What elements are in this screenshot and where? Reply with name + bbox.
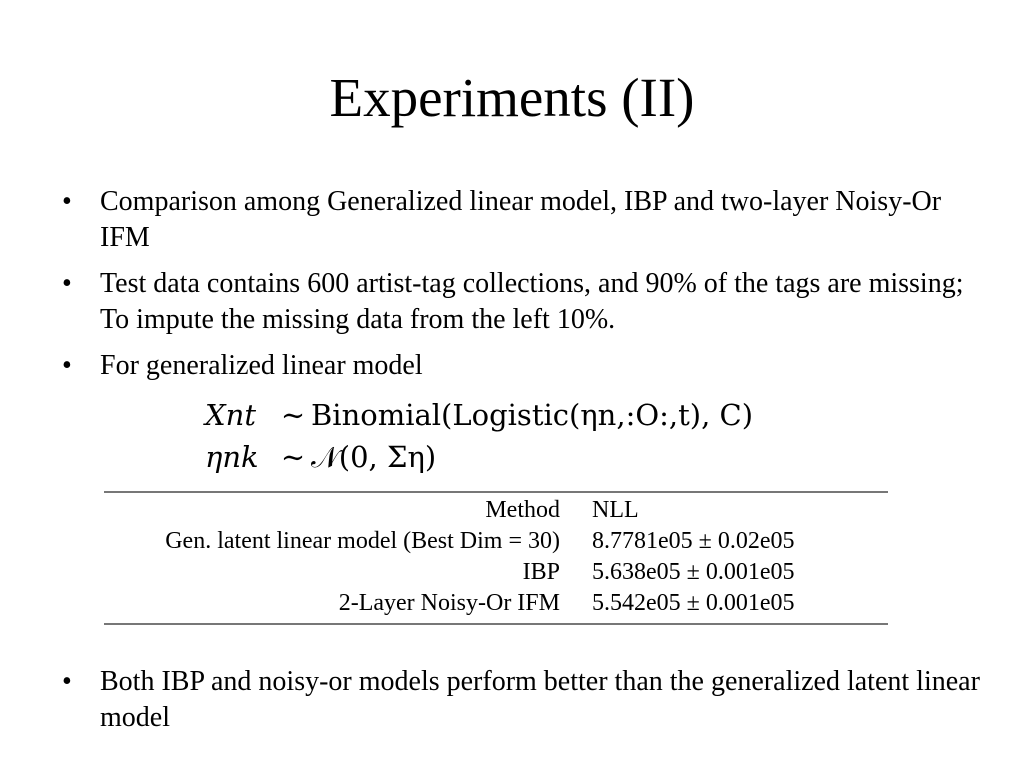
column-header-method: Method <box>485 497 560 523</box>
bullet-item <box>62 184 982 256</box>
bullet-text: For generalized linear model <box>100 350 423 381</box>
table-row <box>104 588 888 619</box>
table-header-row <box>104 495 888 526</box>
bullet-marker: • <box>62 268 72 299</box>
equation-row <box>205 436 753 478</box>
bullet-item <box>62 664 982 736</box>
results-table <box>104 491 888 625</box>
equation-lhs: ηnk <box>205 440 259 474</box>
equation-lhs: Xnt <box>205 398 256 432</box>
equation-row <box>205 394 753 436</box>
bottom-bullet-list <box>62 664 982 746</box>
nll-cell: 5.638e05 ± 0.001e05 <box>592 559 795 585</box>
column-header-nll: NLL <box>592 497 639 523</box>
method-cell: 2-Layer Noisy-Or IFM <box>338 590 560 616</box>
bullet-marker: • <box>62 666 72 697</box>
bullet-marker: • <box>62 350 72 381</box>
equation-operator: ∼ <box>280 398 306 432</box>
equation-block <box>205 394 753 478</box>
equation-operator: ∼ <box>280 440 306 474</box>
equation-rhs: Binomial(Logistic(ηn,:O:,t), C) <box>311 398 754 432</box>
method-cell: IBP <box>522 559 560 585</box>
bullet-list <box>62 184 982 394</box>
bullet-marker: • <box>62 186 72 217</box>
nll-cell: 5.542e05 ± 0.001e05 <box>592 590 795 616</box>
bullet-item <box>62 348 982 384</box>
table-row <box>104 557 888 588</box>
table-row <box>104 526 888 557</box>
slide-title: Experiments (II) <box>329 67 695 128</box>
nll-cell: 8.7781e05 ± 0.02e05 <box>592 528 795 554</box>
equation-rhs: 𝒩(0, Ση) <box>311 440 437 474</box>
method-cell: Gen. latent linear model (Best Dim = 30) <box>165 528 560 554</box>
bullet-text: Both IBP and noisy-or models perform better than the generalized latent linear model <box>100 666 980 733</box>
bullet-text: Test data contains 600 artist-tag collections, and 90% of the tags are missing; To impute the missing data from the left 10%. <box>100 268 964 335</box>
bullet-text: Comparison among Generalized linear model, IBP and two-layer Noisy-Or IFM <box>100 186 942 253</box>
bullet-item <box>62 266 982 338</box>
